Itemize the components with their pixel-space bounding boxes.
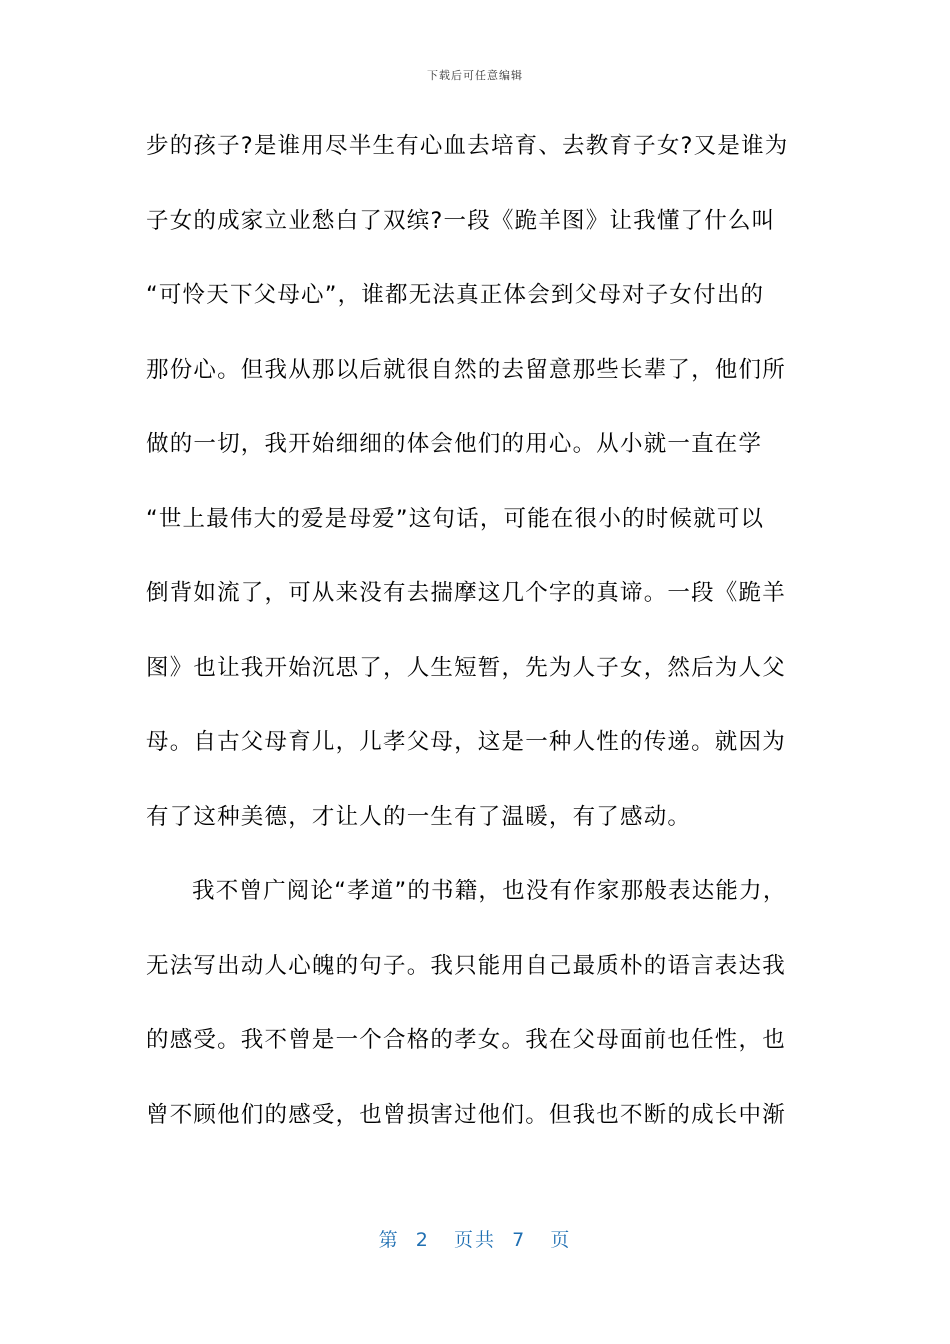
footer-prefix: 第 — [378, 1229, 400, 1251]
text-line-13: 的感受。我不曾是一个合格的孝女。我在父母面前也任性，也 — [146, 1027, 786, 1053]
text-line-3: “可怜天下父母心”，谁都无法真正体会到父母对子女付出的 — [146, 282, 765, 308]
text-line-2: 子女的成家立业愁白了双缤?一段《跪羊图》让我懂了什么叫 — [146, 207, 776, 234]
page-footer — [0, 1225, 950, 1252]
text-line-14: 曾不顾他们的感受，也曾损害过他们。但我也不断的成长中渐 — [146, 1101, 786, 1128]
page-header: 下载后可任意编辑 — [427, 69, 523, 82]
text-line-10: 有了这种美德，才让人的一生有了温暖，有了感动。 — [146, 803, 692, 830]
footer-suffix: 页 — [550, 1229, 572, 1251]
document-body — [146, 122, 816, 1165]
text-line-5: 做的一切，我开始细细的体会他们的用心。从小就一直在学 — [146, 431, 763, 457]
text-line-8: 图》也让我开始沉思了，人生短暂，先为人子女，然后为人父 — [146, 654, 786, 681]
current-page-number: 2 — [415, 1229, 430, 1251]
text-line-4: 那份心。但我从那以后就很自然的去留意那些长辈了，他们所 — [146, 356, 786, 383]
text-line-7: 倒背如流了，可从来没有去揣摩这几个字的真谛。一段《跪羊 — [146, 580, 786, 606]
paragraph-start-line: 我不曾广阅论“孝道”的书籍，也没有作家那般表达能力， — [192, 878, 787, 904]
text-line-12: 无法写出动人心魄的句子。我只能用自己最质朴的语言表达我 — [146, 952, 786, 979]
text-line-1: 步的孩子?是谁用尽半生有心血去培育、去教育子女?又是谁为 — [146, 133, 789, 159]
text-line-6: “世上最伟大的爱是母爱”这句话，可能在很小的时候就可以 — [146, 505, 765, 532]
text-line-9: 母。自古父母育儿，儿孝父母，这是一种人性的传递。就因为 — [146, 729, 786, 755]
total-page-count: 7 — [512, 1229, 527, 1251]
footer-middle: 页共 — [453, 1229, 496, 1251]
